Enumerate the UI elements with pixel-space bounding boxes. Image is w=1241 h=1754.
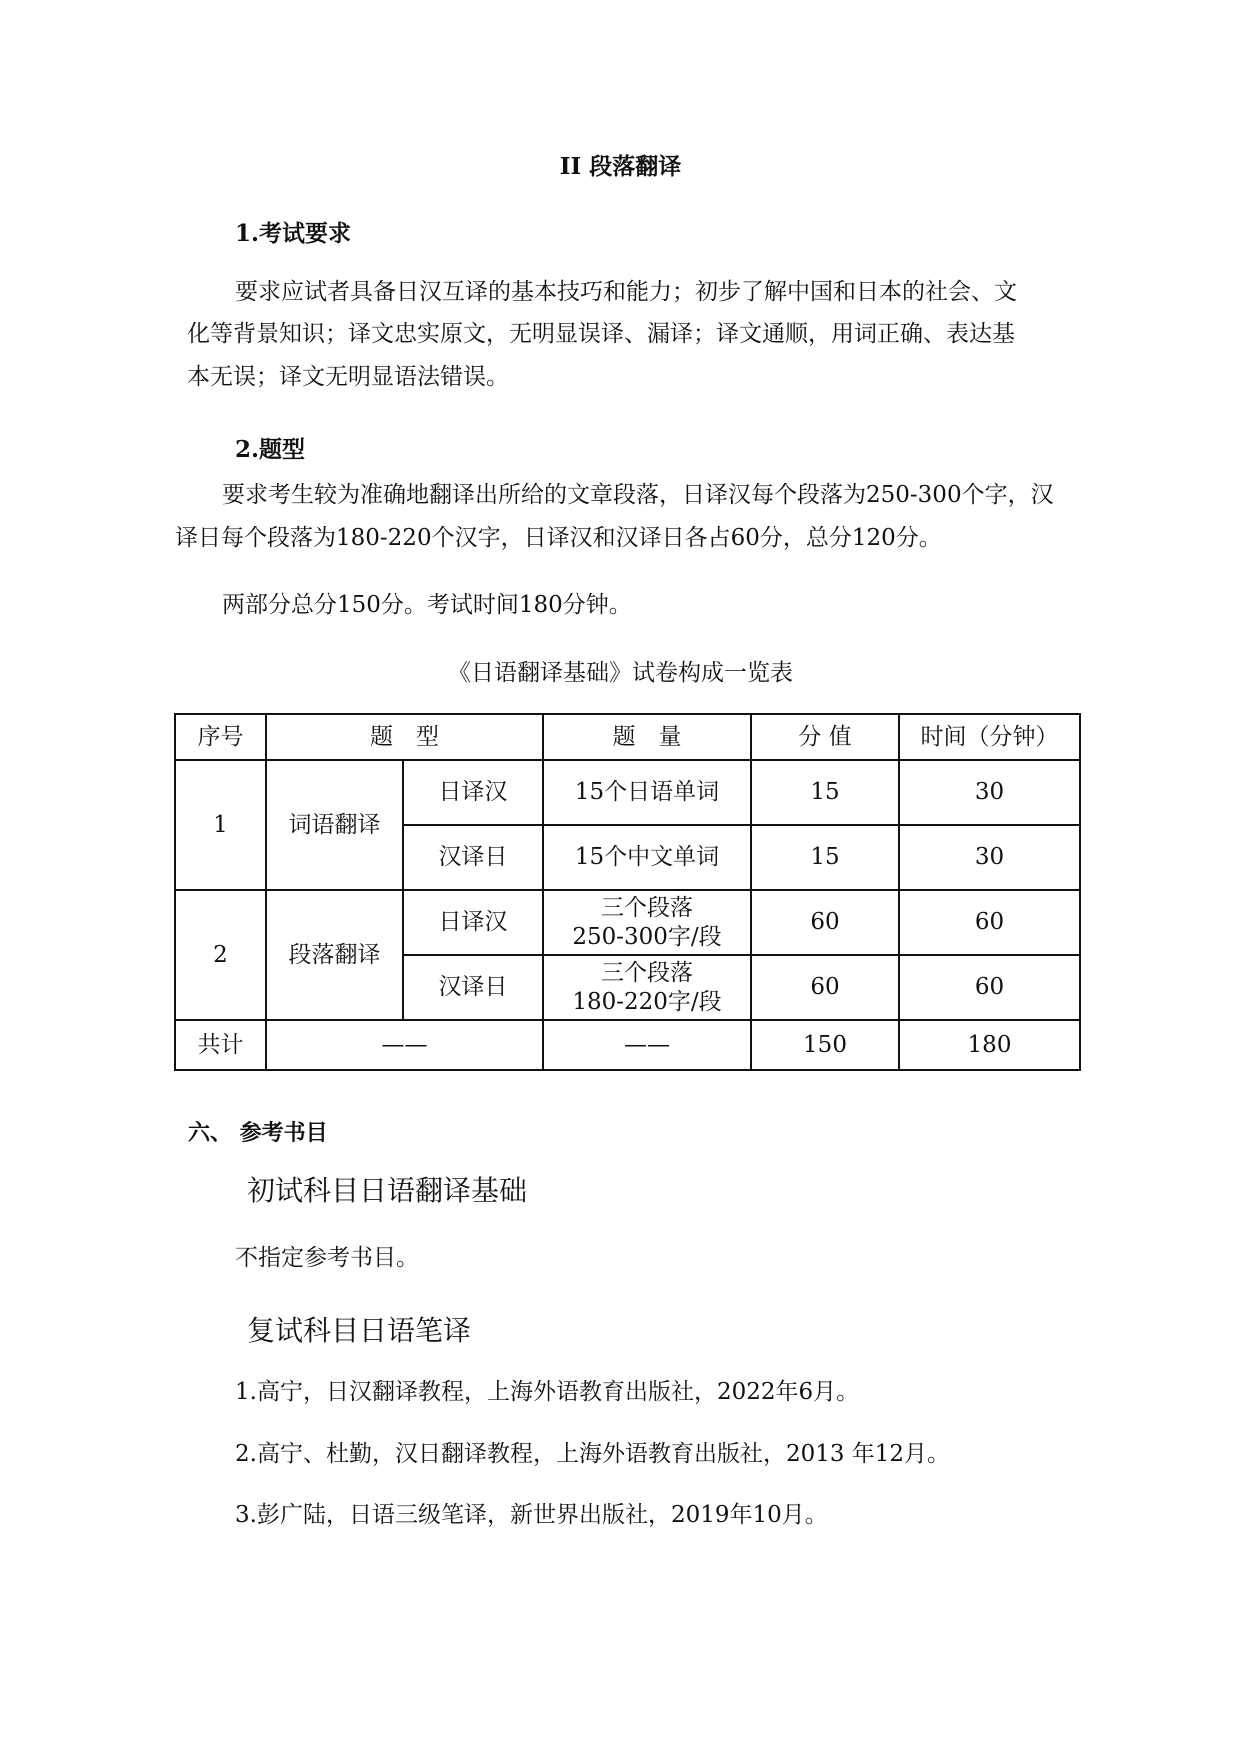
reference-book-2: 2.高宁、杜勤，汉日翻译教程，上海外语教育出版社，2013 年12月。: [235, 1441, 951, 1467]
retest-subject-title: 复试科目日语笔译: [247, 1314, 472, 1347]
exam-requirements-line-2: 化等背景知识；译文忠实原文，无明显误译、漏译；译文通顺，用词正确、表达基: [187, 321, 1015, 347]
total-amount: ——: [543, 1020, 751, 1070]
amount-cell: [543, 890, 751, 955]
preliminary-note: 不指定参考书目。: [235, 1245, 419, 1271]
time-cell: 30: [899, 760, 1080, 825]
reference-book-1: 1.高宁，日汉翻译教程，上海外语教育出版社，2022年6月。: [235, 1379, 860, 1405]
time-cell: 60: [899, 890, 1080, 955]
amount-line: 三个段落: [601, 959, 693, 986]
total-time: 180: [899, 1020, 1080, 1070]
group-index: 2: [175, 890, 266, 1020]
group-index: 1: [175, 760, 266, 890]
question-type-heading: 2.题型: [235, 436, 306, 463]
group-type: 词语翻译: [266, 760, 403, 890]
score-cell: 60: [751, 890, 899, 955]
header-time: 时间（分钟）: [899, 714, 1080, 760]
direction-cell: 汉译日: [403, 825, 543, 890]
exam-requirements-line-1: 要求应试者具备日汉互译的基本技巧和能力；初步了解中国和日本的社会、文: [235, 279, 1017, 305]
exam-requirements-line-3: 本无误；译文无明显语法错误。: [187, 364, 509, 390]
references-heading: 六、 参考书目: [188, 1121, 328, 1146]
question-type-line-2: 译日每个段落为180-220个汉字，日译汉和汉译日各占60分，总分120分。: [175, 525, 942, 551]
header-index: 序号: [175, 714, 266, 760]
score-cell: 15: [751, 825, 899, 890]
direction-cell: 汉译日: [403, 955, 543, 1020]
total-label: 共计: [175, 1020, 266, 1070]
time-cell: 60: [899, 955, 1080, 1020]
table-row: [175, 760, 1080, 825]
amount-line: 250-300字/段: [572, 923, 722, 950]
amount-line: 180-220字/段: [572, 988, 722, 1015]
table-header-row: [175, 714, 1080, 760]
amount-cell: 15个中文单词: [543, 825, 751, 890]
amount-line: 三个段落: [601, 894, 693, 921]
direction-cell: 日译汉: [403, 890, 543, 955]
preliminary-subject-title: 初试科目日语翻译基础: [247, 1174, 528, 1207]
reference-book-3: 3.彭广陆，日语三级笔译，新世界出版社，2019年10月。: [235, 1502, 828, 1528]
header-score: 分 值: [751, 714, 899, 760]
table-row: [175, 890, 1080, 955]
score-cell: 60: [751, 955, 899, 1020]
total-type: ——: [266, 1020, 543, 1070]
question-type-line-1: 要求考生较为准确地翻译出所给的文章段落，日译汉每个段落为250-300个字，汉: [222, 482, 1054, 508]
exam-requirements-heading: 1.考试要求: [235, 220, 352, 247]
amount-cell: [543, 955, 751, 1020]
table-caption: 《日语翻译基础》试卷构成一览表: [448, 660, 793, 686]
total-score: 150: [751, 1020, 899, 1070]
header-type: 题 型: [266, 714, 543, 760]
exam-structure-table: [174, 713, 1081, 1071]
time-cell: 30: [899, 825, 1080, 890]
table-total-row: [175, 1020, 1080, 1070]
score-cell: 15: [751, 760, 899, 825]
direction-cell: 日译汉: [403, 760, 543, 825]
amount-cell: 15个日语单词: [543, 760, 751, 825]
group-type: 段落翻译: [266, 890, 403, 1020]
total-score-line: 两部分总分150分。考试时间180分钟。: [222, 592, 632, 618]
section-title: II 段落翻译: [559, 153, 682, 180]
header-amount: 题 量: [543, 714, 751, 760]
